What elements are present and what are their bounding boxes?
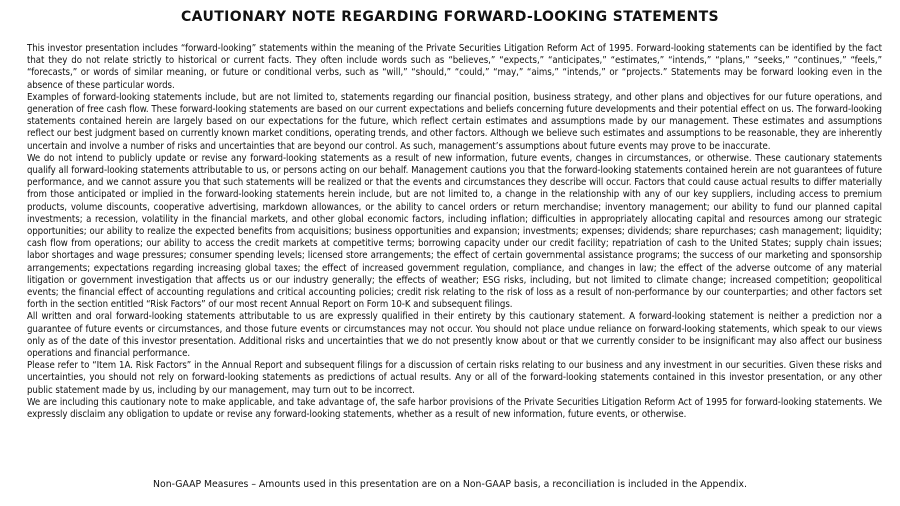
paragraph-safe-harbor: We are including this cautionary note to make applicable, and take advantage of, the safe harbor provisions of the Private Securities Litigation Reform Act of 1995 for forward-looking statements. We expressly disclaim any obligation to update or revise any forward-looking statements, whether as a result of new information, future events, or otherwise. [27,396,882,421]
page-title: CAUTIONARY NOTE REGARDING FORWARD-LOOKING STATEMENTS [180,9,720,25]
paragraph-forward-looking-definition: This investor presentation includes “forward-looking” statements within the meaning of the Private Securities Litigation Reform Act of 1995. Forward-looking statements can be identified by the fact that they do not relate strictly to historical or current facts. They often include words such as “believes,” “expects,” “anticipates,” “estimates,” “intends,” “plans,” “seeks,” “continues,” “feels,” “forecasts,” or words of similar meaning, or future or conditional verbs, such as “will,” “should,” “could,” “may,” “aims,” “intends,” or “projects.” Statements may be forward looking even in the absence of these particular words. [27,43,882,91]
disclaimer-body [27,43,882,421]
paragraph-examples: Examples of forward-looking statements include, but are not limited to, statements regarding our financial position, business strategy, and other plans and objectives for our future operations, and generation of free cash flow. These forward-looking statements are based on our current expectations and beliefs concerning future developments and their potential effect on us. The forward-looking statements contained herein are largely based on our expectations for the future, which reflect certain estimates and assumptions made by our management. These estimates and assumptions reflect our best judgment based on currently known market conditions, operating trends, and other factors. Although we believe such estimates and assumptions to be reasonable, they are inherently uncertain and involve a number of risks and uncertainties that are beyond our control. As such, management’s assumptions about future events may prove to be inaccurate. [27,91,882,152]
non-gaap-footnote: Non-GAAP Measures – Amounts used in this presentation are on a Non-GAAP basis, a reconciliation is included in the Appendix. [153,479,747,490]
paragraph-qualification: All written and oral forward-looking statements attributable to us are expressly qualified in their entirety by this cautionary statement. A forward-looking statement is neither a prediction nor a guarantee of future events or circumstances, and those future events or circumstances may not occur. You should not place undue reliance on forward-looking statements, which speak to our views only as of the date of this investor presentation. Additional risks and uncertainties that we do not presently know about or that we currently consider to be insignificant may also affect our business operations and financial performance. [27,311,882,360]
paragraph-risk-factors: We do not intend to publicly update or revise any forward-looking statements as a result of new information, future events, changes in circumstances, or otherwise. These cautionary statements qualify all forward-looking statements attributable to us, or persons acting on our behalf. Management cautions you that the forward-looking statements contained herein are not guarantees of future performance, and we cannot assure you that such statements will be realized or that the events and circumstances they describe will occur. Factors that could cause actual results to differ materially from those anticipated or implied in the forward-looking statements herein include, but are not limited to, a change in the relationship with any of our key suppliers, including access to premium products, volume discounts, cooperative advertising, markdown allowances, or the ability to cancel orders or return merchandise; inventory management; our ability to fund our planned capital investments; a recession, volatility in the financial markets, and other global economic factors, including inflation; difficulties in appropriately allocating capital and resources among our strategic opportunities; our ability to realize the expected benefits from acquisitions; business opportunities and expansion; investments; expenses; dividends; share repurchases; cash management; liquidity; cash flow from operations; our ability to access the credit markets at competitive terms; borrowing capacity under our credit facility; repatriation of cash to the United States; supply chain issues; labor shortages and wage pressures; consumer spending levels; licensed store arrangements; the effect of certain governmental assistance programs; the success of our marketing and sponsorship arrangements; expectations regarding increasing global taxes; the effect of increased government regulation, compliance, and changes in law; the effect of the adverse outcome of any material litigation or government investigation that affects us or our industry generally; the effects of weather; ESG risks, including, but not limited to climate change; increased competition; geopolitical events; the financial effect of accounting regulations and critical accounting policies; credit risk relating to the risk of loss as a result of non-performance by our counterparties; and other factors set forth in the section entitled “Risk Factors” of our most recent Annual Report on Form 10-K and subsequent filings. [27,152,882,311]
paragraph-item-1a-reference: Please refer to “Item 1A. Risk Factors” in the Annual Report and subsequent filings for a discussion of certain risks relating to our business and any investment in our securities. Given these risks and uncertainties, you should not rely on forward-looking statements as predictions of actual results. Any or all of the forward-looking statements contained in this investor presentation, or any other public statement made by us, including by our management, may turn out to be incorrect. [27,360,882,396]
